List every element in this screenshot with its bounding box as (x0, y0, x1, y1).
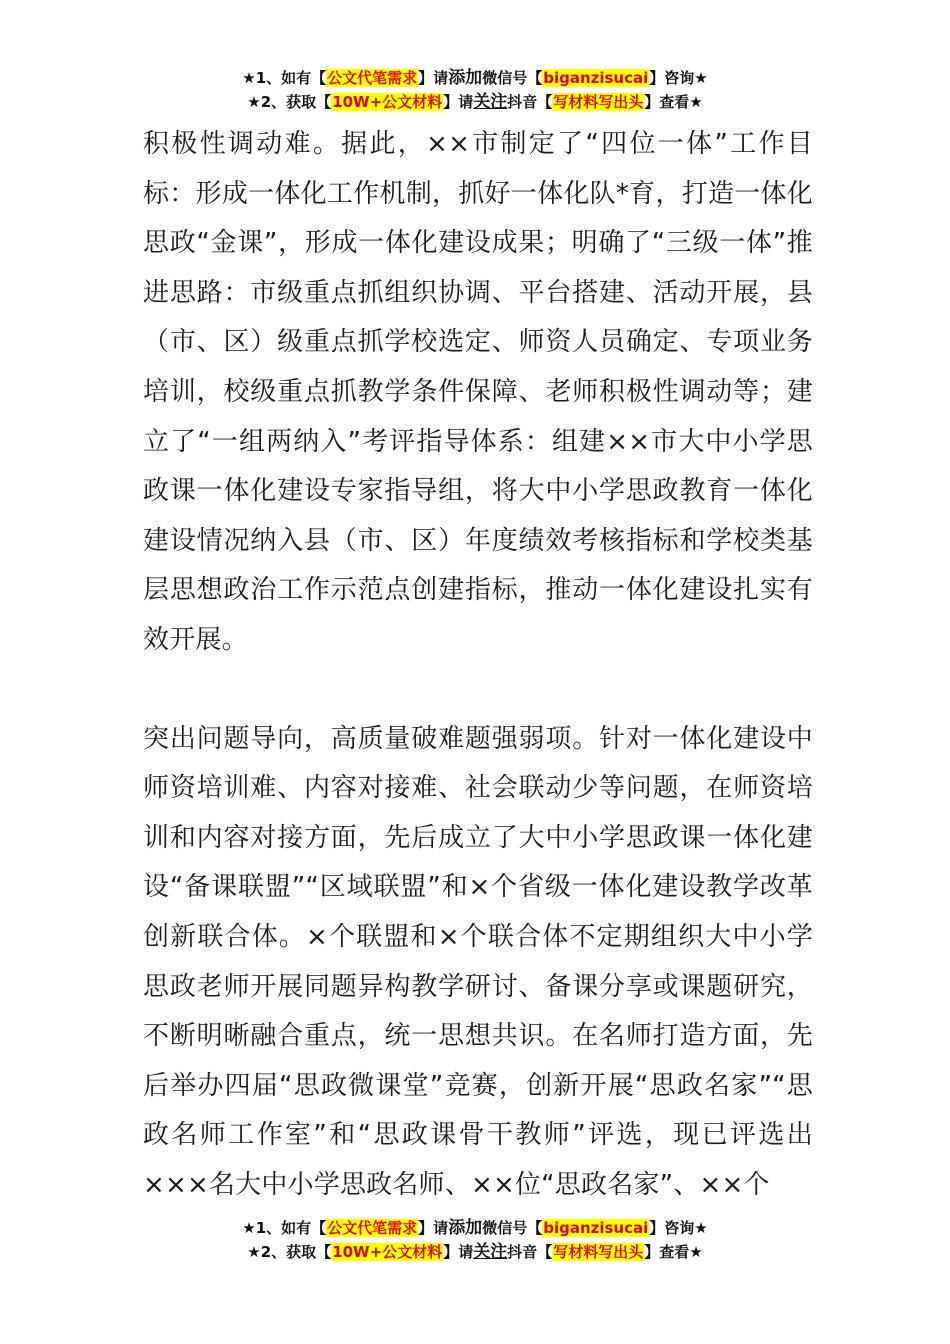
banner-text: 抖音【 (507, 1243, 553, 1261)
banner-text: ★1、如有【 (242, 1219, 327, 1237)
banner-line-1 (0, 66, 950, 90)
banner-highlight-douyin: 写材料写出头 (553, 1243, 644, 1261)
banner-text: 微信号【 (482, 69, 543, 87)
banner-highlight-douyin: 写材料写出头 (553, 93, 644, 111)
body-paragraph-1: 积极性调动难。据此，××市制定了“四位一体”工作目标：形成一体化工作机制，抓好一体化队*育，打造一体化思政“金课”，形成一体化建设成果；明确了“三级一体”推进思路：市级重点抓组织协调、平台搭建、活动开展，县（市、区）级重点抓学校选定、师资人员确定、专项业务培训，校级重点抓教学条件保障、老师积极性调动等；建立了“一组两纳入”考评指导体系：组建××市大中小学思政课一体化建设专家指导组，将大中小学思政教育一体化建设情况纳入县（市、区）年度绩效考核指标和学校类基层思想政治工作示范点创建指标，推动一体化建设扎实有效开展。 (143, 129, 813, 655)
banner-text: 】请 (443, 93, 474, 111)
banner-highlight-materials: 10W+公文材料 (332, 1243, 443, 1261)
banner-text: 】咨询★ (649, 1219, 708, 1237)
banner-emphasis: 关注 (473, 1242, 508, 1262)
banner-emphasis: 关注 (473, 92, 508, 112)
banner-text: ★2、获取【 (247, 93, 332, 111)
banner-line-2 (0, 1240, 950, 1264)
banner-text: 微信号【 (482, 1219, 543, 1237)
banner-emphasis: 添加 (448, 68, 483, 88)
banner-text: 】请 (443, 1243, 474, 1261)
banner-emphasis: 添加 (448, 1218, 483, 1238)
banner-highlight-service: 公文代笔需求 (327, 69, 418, 87)
banner-text: 抖音【 (507, 93, 553, 111)
banner-highlight-service: 公文代笔需求 (327, 1219, 418, 1237)
banner-text: 】查看★ (644, 93, 703, 111)
banner-text: ★1、如有【 (242, 69, 327, 87)
banner-highlight-wechat: biganzisucai (543, 69, 649, 87)
banner-text: 】查看★ (644, 1243, 703, 1261)
document-body (143, 120, 813, 1210)
footer-banner (0, 1216, 950, 1264)
banner-text: ★2、获取【 (247, 1243, 332, 1261)
banner-text: 】请 (418, 69, 449, 87)
header-banner (0, 66, 950, 114)
banner-line-1 (0, 1216, 950, 1240)
banner-text: 】咨询★ (649, 69, 708, 87)
body-paragraph-2: 突出问题导向，高质量破难题强弱项。针对一体化建设中师资培训难、内容对接难、社会联动少等问题，在师资培训和内容对接方面，先后成立了大中小学思政课一体化建设“备课联盟”“区域联盟”和×个省级一体化建设教学改革创新联合体。×个联盟和×个联合体不定期组织大中小学思政老师开展同题异构教学研讨、备课分享或课题研究，不断明晰融合重点，统一思想共识。在名师打造方面，先后举办四届“思政微课堂”竞赛，创新开展“思政名家”“思政名师工作室”和“思政课骨干教师”评选，现已评选出×××名大中小学思政名师、××位“思政名家”、××个 (143, 723, 813, 1200)
banner-text: 】请 (418, 1219, 449, 1237)
banner-line-2 (0, 90, 950, 114)
banner-highlight-materials: 10W+公文材料 (332, 93, 443, 111)
banner-highlight-wechat: biganzisucai (543, 1219, 649, 1237)
